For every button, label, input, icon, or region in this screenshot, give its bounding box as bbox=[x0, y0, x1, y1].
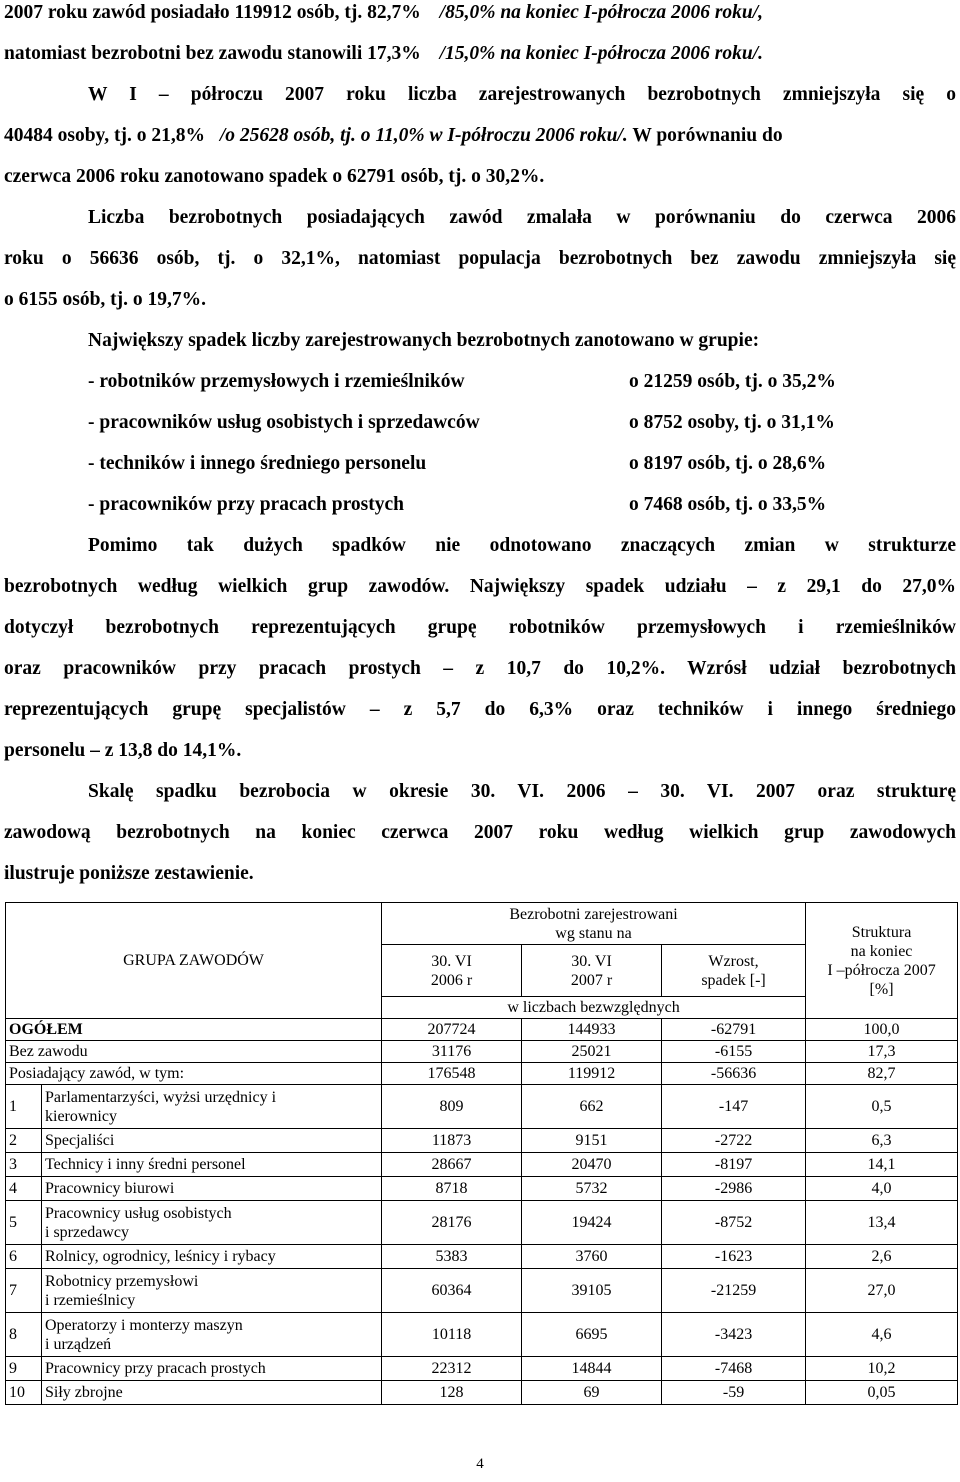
header-2007: 30. VI 2007 r bbox=[522, 945, 662, 997]
table-row: Bez zawodu 31176 25021 -6155 17,3 bbox=[6, 1041, 958, 1063]
text-line: Liczba bezrobotnych posiadających zawód zmalała w porównaniu do czerwca 2006 bbox=[88, 207, 956, 228]
text-line: 40484 osoby, tj. o 21,8% /o 25628 osób, tj. o 11,0% w I-półroczu 2006 roku/. W porównaniu do bbox=[4, 125, 783, 146]
header-structure: Struktura na koniec I –półrocza 2007 [%] bbox=[806, 903, 958, 1019]
header-group: GRUPA ZAWODÓW bbox=[6, 903, 382, 1019]
table-row: 9 Pracownicy przy pracach prostych 22312 14844 -7468 10,2 bbox=[6, 1357, 958, 1381]
text-line: zawodową bezrobotnych na koniec czerwca 2007 roku według wielkich grup zawodowych bbox=[4, 822, 956, 843]
table-row: 8 Operatorzy i monterzy maszyn i urządzeń 10118 6695 -3423 4,6 bbox=[6, 1313, 958, 1357]
text-line: natomiast bezrobotni bez zawodu stanowili 17,3% /15,0% na koniec I-półrocza 2006 roku/. bbox=[4, 43, 764, 64]
table-row: 1 Parlamentarzyści, wyżsi urzędnicy i kierownicy 809 662 -147 0,5 bbox=[6, 1085, 958, 1129]
text-line: dotyczył bezrobotnych reprezentujących grupę robotników przemysłowych i rzemieślników bbox=[4, 617, 956, 638]
table-row-total: OGÓŁEM 207724 144933 -62791 100,0 bbox=[6, 1019, 958, 1041]
table-row: 3 Technicy i inny średni personel 28667 20470 -8197 14,1 bbox=[6, 1153, 958, 1177]
text-line: 2007 roku zawód posiadało 119912 osób, tj. 82,7% /85,0% na koniec I-półrocza 2006 roku/, bbox=[4, 2, 764, 23]
table-row: 5 Pracownicy usług osobistych i sprzedawcy 28176 19424 -8752 13,4 bbox=[6, 1201, 958, 1245]
header-2006: 30. VI 2006 r bbox=[382, 945, 522, 997]
table-row: 7 Robotnicy przemysłowi i rzemieślnicy 60364 39105 -21259 27,0 bbox=[6, 1269, 958, 1313]
text-line: personelu – z 13,8 do 14,1%. bbox=[4, 740, 242, 761]
table-row: 4 Pracownicy biurowi 8718 5732 -2986 4,0 bbox=[6, 1177, 958, 1201]
text-line: W I – półroczu 2007 roku liczba zarejestrowanych bezrobotnych zmniejszyła się o bbox=[88, 84, 956, 105]
text-line: ilustruje poniższe zestawienie. bbox=[4, 863, 254, 884]
text-line: Pomimo tak dużych spadków nie odnotowano znaczących zmian w strukturze bbox=[88, 535, 956, 556]
text-line: Skalę spadku bezrobocia w okresie 30. VI. 2006 – 30. VI. 2007 oraz strukturę bbox=[88, 781, 956, 802]
text-line: czerwca 2006 roku zanotowano spadek o 62791 osób, tj. o 30,2%. bbox=[4, 166, 545, 187]
text-line: roku o 56636 osób, tj. o 32,1%, natomiast populacja bezrobotnych bez zawodu zmniejszyła się bbox=[4, 248, 956, 269]
header-change: Wzrost, spadek [-] bbox=[662, 945, 806, 997]
table-header-row bbox=[6, 903, 958, 945]
occupation-table bbox=[5, 902, 958, 1405]
page-number: 4 bbox=[476, 1456, 484, 1472]
table-row: 2 Specjaliści 11873 9151 -2722 6,3 bbox=[6, 1129, 958, 1153]
text-line: o 6155 osób, tj. o 19,7%. bbox=[4, 289, 207, 310]
header-absolute: w liczbach bezwzględnych bbox=[382, 997, 806, 1019]
table-row: Posiadający zawód, w tym: 176548 119912 -56636 82,7 bbox=[6, 1063, 958, 1085]
text-line: Największy spadek liczby zarejestrowanych bezrobotnych zanotowano w grupie: bbox=[88, 330, 760, 351]
text-line: oraz pracowników przy pracach prostych – z 10,7 do 10,2%. Wzrósł udział bezrobotnych bbox=[4, 658, 956, 679]
table-row: 10 Siły zbrojne 128 69 -59 0,05 bbox=[6, 1381, 958, 1405]
text-line: bezrobotnych według wielkich grup zawodów. Największy spadek udziału – z 29,1 do 27,0% bbox=[4, 576, 956, 597]
header-registered: Bezrobotni zarejestrowani wg stanu na bbox=[382, 903, 806, 945]
text-line: reprezentujących grupę specjalistów – z 5,7 do 6,3% oraz techników i innego średniego bbox=[4, 699, 956, 720]
table-row: 6 Rolnicy, ogrodnicy, leśnicy i rybacy 5383 3760 -1623 2,6 bbox=[6, 1245, 958, 1269]
